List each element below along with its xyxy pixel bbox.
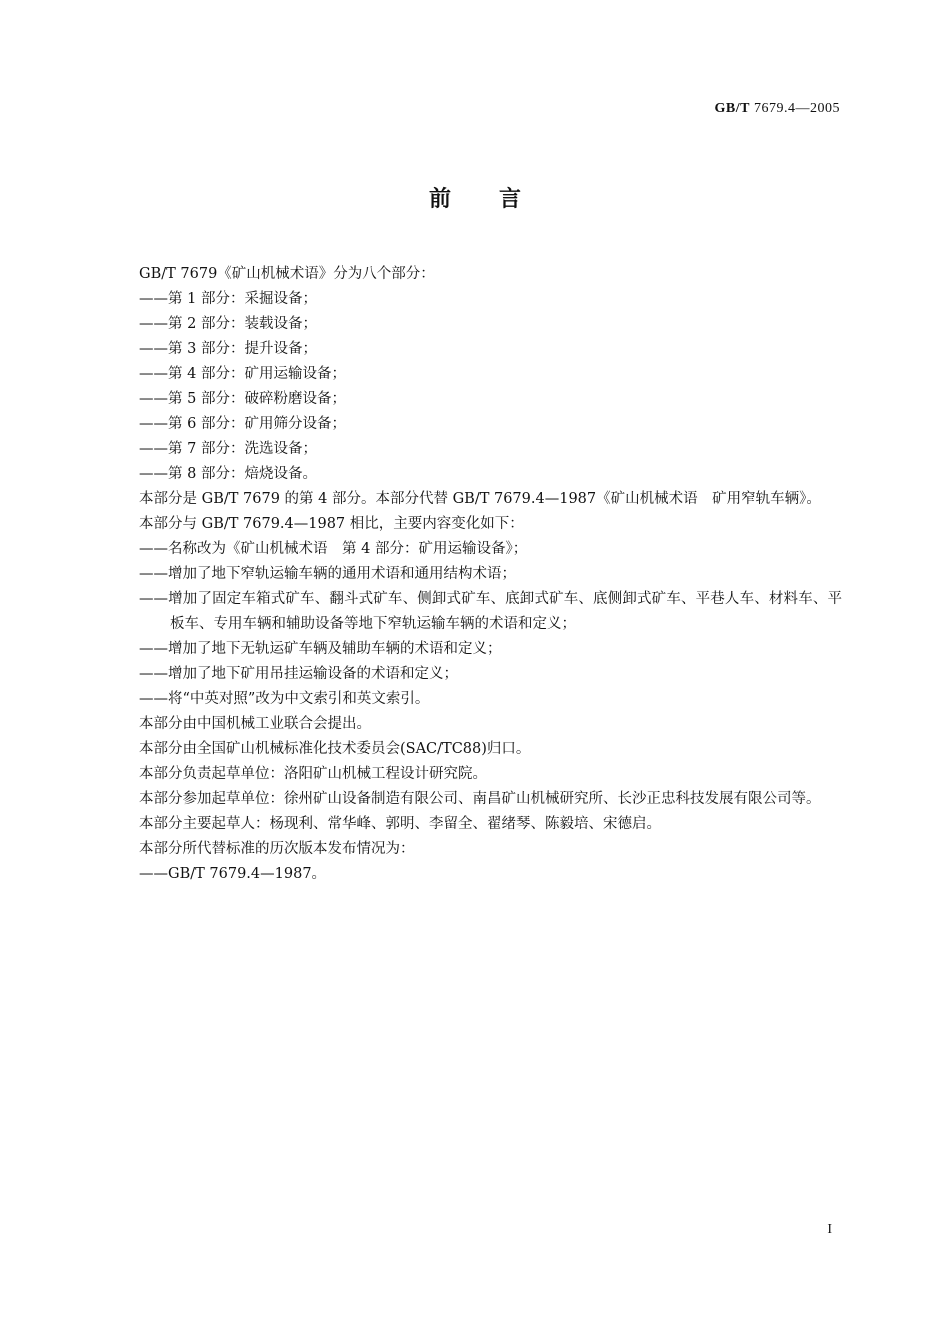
standard-code-header (715, 101, 840, 117)
paragraph: 本部分是 GB/T 7679 的第 4 部分。本部分代替 GB/T 7679.4—1987《矿山机械术语 矿用窄轨车辆》。 (139, 491, 821, 507)
list-item: ——第 6 部分：矿用筛分设备； (139, 416, 346, 432)
list-item: ——名称改为《矿山机械术语 第 4 部分：矿用运输设备》； (139, 541, 528, 557)
list-item: ——增加了地下窄轨运输车辆的通用术语和通用结构术语； (139, 566, 516, 582)
list-item: ——第 3 部分：提升设备； (139, 341, 317, 357)
paragraph: 本部分由全国矿山机械标准化技术委员会(SAC/TC88)归口。 (139, 741, 531, 757)
list-item: ——增加了地下矿用吊挂运输设备的术语和定义； (139, 666, 458, 682)
paragraph: 本部分负责起草单位：洛阳矿山机械工程设计研究院。 (139, 766, 487, 782)
list-item: ——第 4 部分：矿用运输设备； (139, 366, 346, 382)
list-item: ——第 1 部分：采掘设备； (139, 291, 317, 307)
page-title: 前言 (428, 187, 569, 212)
paragraph: 本部分参加起草单位：徐州矿山设备制造有限公司、南昌矿山机械研究所、长沙正忠科技发展有限公司等。 (139, 791, 821, 807)
list-item: ——第 5 部分：破碎粉磨设备； (139, 391, 346, 407)
paragraph: 本部分与 GB/T 7679.4—1987 相比，主要内容变化如下： (139, 516, 524, 532)
list-item: ——第 8 部分：焙烧设备。 (139, 466, 317, 482)
list-item: ——将“中英对照”改为中文索引和英文索引。 (139, 691, 430, 707)
paragraph: GB/T 7679《矿山机械术语》分为八个部分： (139, 266, 435, 282)
standard-code-prefix: GB/T (714, 101, 750, 116)
paragraph: 本部分所代替标准的历次版本发布情况为： (139, 841, 415, 857)
standard-code-number: 7679.4—2005 (750, 101, 840, 116)
page-number: I (827, 1222, 832, 1237)
list-item: ——增加了固定车箱式矿车、翻斗式矿车、侧卸式矿车、底卸式矿车、底侧卸式矿车、平巷人车、材料车、平板车、专用车辆和辅助设备等地下窄轨运输车辆的术语和定义； (139, 591, 842, 632)
paragraph: 本部分由中国机械工业联合会提出。 (139, 716, 371, 732)
list-item: ——第 7 部分：洗选设备； (139, 441, 317, 457)
list-item: ——增加了地下无轨运矿车辆及辅助车辆的术语和定义； (139, 641, 502, 657)
list-item: ——GB/T 7679.4—1987。 (139, 866, 327, 882)
document-body (108, 262, 842, 887)
paragraph: 本部分主要起草人：杨现利、常华峰、郭明、李留全、翟绪琴、陈毅培、宋德启。 (139, 816, 661, 832)
list-item: ——第 2 部分：装载设备； (139, 316, 317, 332)
